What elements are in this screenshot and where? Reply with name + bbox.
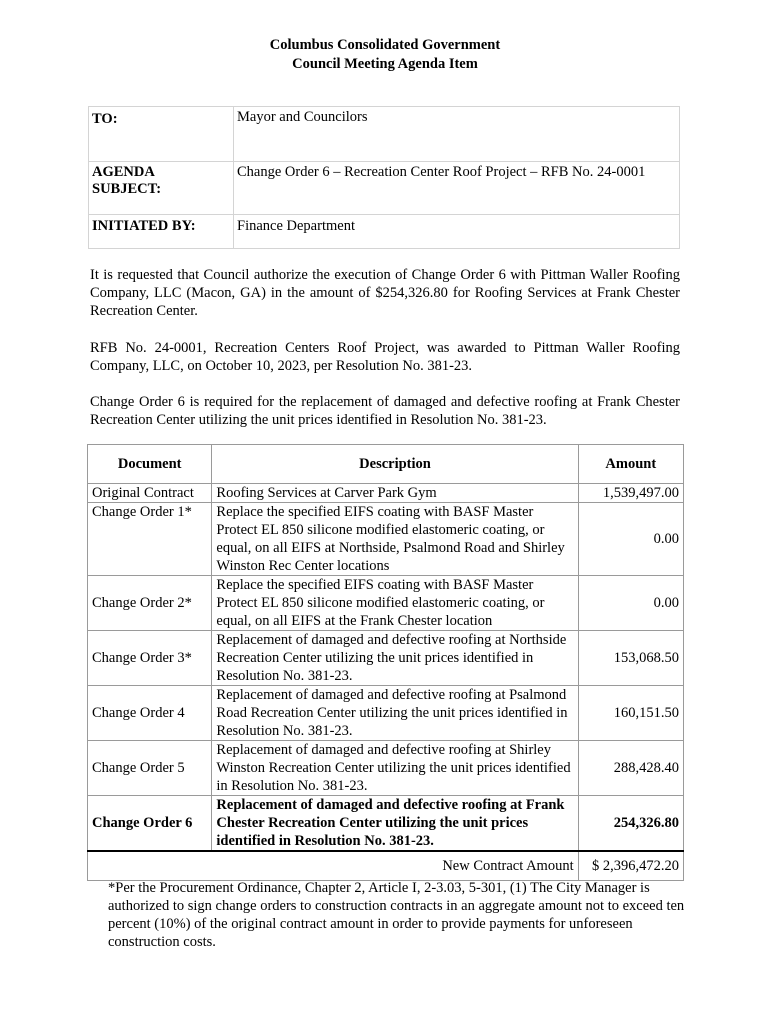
award-paragraph: RFB No. 24-0001, Recreation Centers Roof Project, was awarded to Pittman Waller Roofing Company, LLC, on October 10, 2023, per Resolution No. 381-23. [90, 340, 680, 374]
row-amount: 153,068.50 [578, 631, 683, 686]
row-document: Original Contract [88, 484, 212, 503]
subject-label [89, 162, 234, 215]
total-value: $ 2,396,472.20 [578, 851, 683, 881]
row-amount: 160,151.50 [578, 686, 683, 741]
initiated-value: Finance Department [234, 215, 680, 249]
subject-label-line-2: SUBJECT: [92, 181, 162, 197]
row-amount: 0.00 [578, 503, 683, 576]
table-row-highlighted [88, 796, 684, 852]
row-description: Replace the specified EIFS coating with BASF Master Protect EL 850 silicone modified elastomeric coating, or equal, on all EIFS at the Frank Chester location [212, 576, 578, 631]
table-row [88, 686, 684, 741]
agenda-info-table [88, 106, 680, 249]
table-row [88, 741, 684, 796]
document-header [0, 36, 770, 74]
subject-label-line-1: AGENDA [92, 164, 155, 180]
row-amount: 1,539,497.00 [578, 484, 683, 503]
to-label: TO: [89, 107, 234, 162]
row-amount: 0.00 [578, 576, 683, 631]
row-description: Replace the specified EIFS coating with BASF Master Protect EL 850 silicone modified elastomeric coating, or equal, on all EIFS at Northside, Psalmond Road and Shirley Winston Rec Center locations [212, 503, 578, 576]
header-line-1: Columbus Consolidated Government [269, 37, 501, 53]
row-description: Replacement of damaged and defective roofing at Psalmond Road Recreation Center utilizing the unit prices identified in Resolution No. 381-23. [212, 686, 578, 741]
table-row [88, 631, 684, 686]
info-row-subject [89, 162, 680, 215]
info-row-to [89, 107, 680, 162]
info-row-initiated [89, 215, 680, 249]
requirement-paragraph: Change Order 6 is required for the replacement of damaged and defective roofing at Frank Chester Recreation Center utilizing the unit prices identified in Resolution No. 381-23. [90, 394, 680, 428]
table-row [88, 484, 684, 503]
subject-value: Change Order 6 – Recreation Center Roof Project – RFB No. 24-0001 [234, 162, 680, 215]
header-line-2: Council Meeting Agenda Item [292, 56, 478, 72]
initiated-label: INITIATED BY: [89, 215, 234, 249]
row-description: Roofing Services at Carver Park Gym [212, 484, 578, 503]
row-document: Change Order 6 [88, 796, 212, 852]
row-document: Change Order 1* [88, 503, 212, 576]
row-description: Replacement of damaged and defective roofing at Shirley Winston Recreation Center utilizing the unit prices identified in Resolution No. 381-23. [212, 741, 578, 796]
row-description: Replacement of damaged and defective roofing at Frank Chester Recreation Center utilizing the unit prices identified in Resolution No. 381-23. [212, 796, 578, 852]
table-row [88, 576, 684, 631]
row-amount: 288,428.40 [578, 741, 683, 796]
total-label: New Contract Amount [88, 851, 579, 881]
footnote: *Per the Procurement Ordinance, Chapter 2, Article I, 2-3.03, 5-301, (1) The City Manager is authorized to sign change orders to construction contracts in an aggregate amount not to exceed ten percent (10%) of the original contract amount in order to provide payments for unforeseen construction costs. [108, 880, 685, 950]
row-document: Change Order 5 [88, 741, 212, 796]
column-header-document: Document [88, 445, 212, 484]
request-paragraph: It is requested that Council authorize the execution of Change Order 6 with Pittman Waller Roofing Company, LLC (Macon, GA) in the amount of $254,326.80 for Roofing Services at Frank Chester Recreation Center. [90, 267, 680, 319]
table-header-row [88, 445, 684, 484]
row-description: Replacement of damaged and defective roofing at Northside Recreation Center utilizing the unit prices identified in Resolution No. 381-23. [212, 631, 578, 686]
row-document: Change Order 4 [88, 686, 212, 741]
total-row [88, 851, 684, 881]
row-document: Change Order 2* [88, 576, 212, 631]
column-header-amount: Amount [578, 445, 683, 484]
row-amount: 254,326.80 [578, 796, 683, 852]
row-document: Change Order 3* [88, 631, 212, 686]
table-row [88, 503, 684, 576]
change-order-table [87, 444, 684, 881]
column-header-description: Description [212, 445, 578, 484]
to-value: Mayor and Councilors [234, 107, 680, 162]
